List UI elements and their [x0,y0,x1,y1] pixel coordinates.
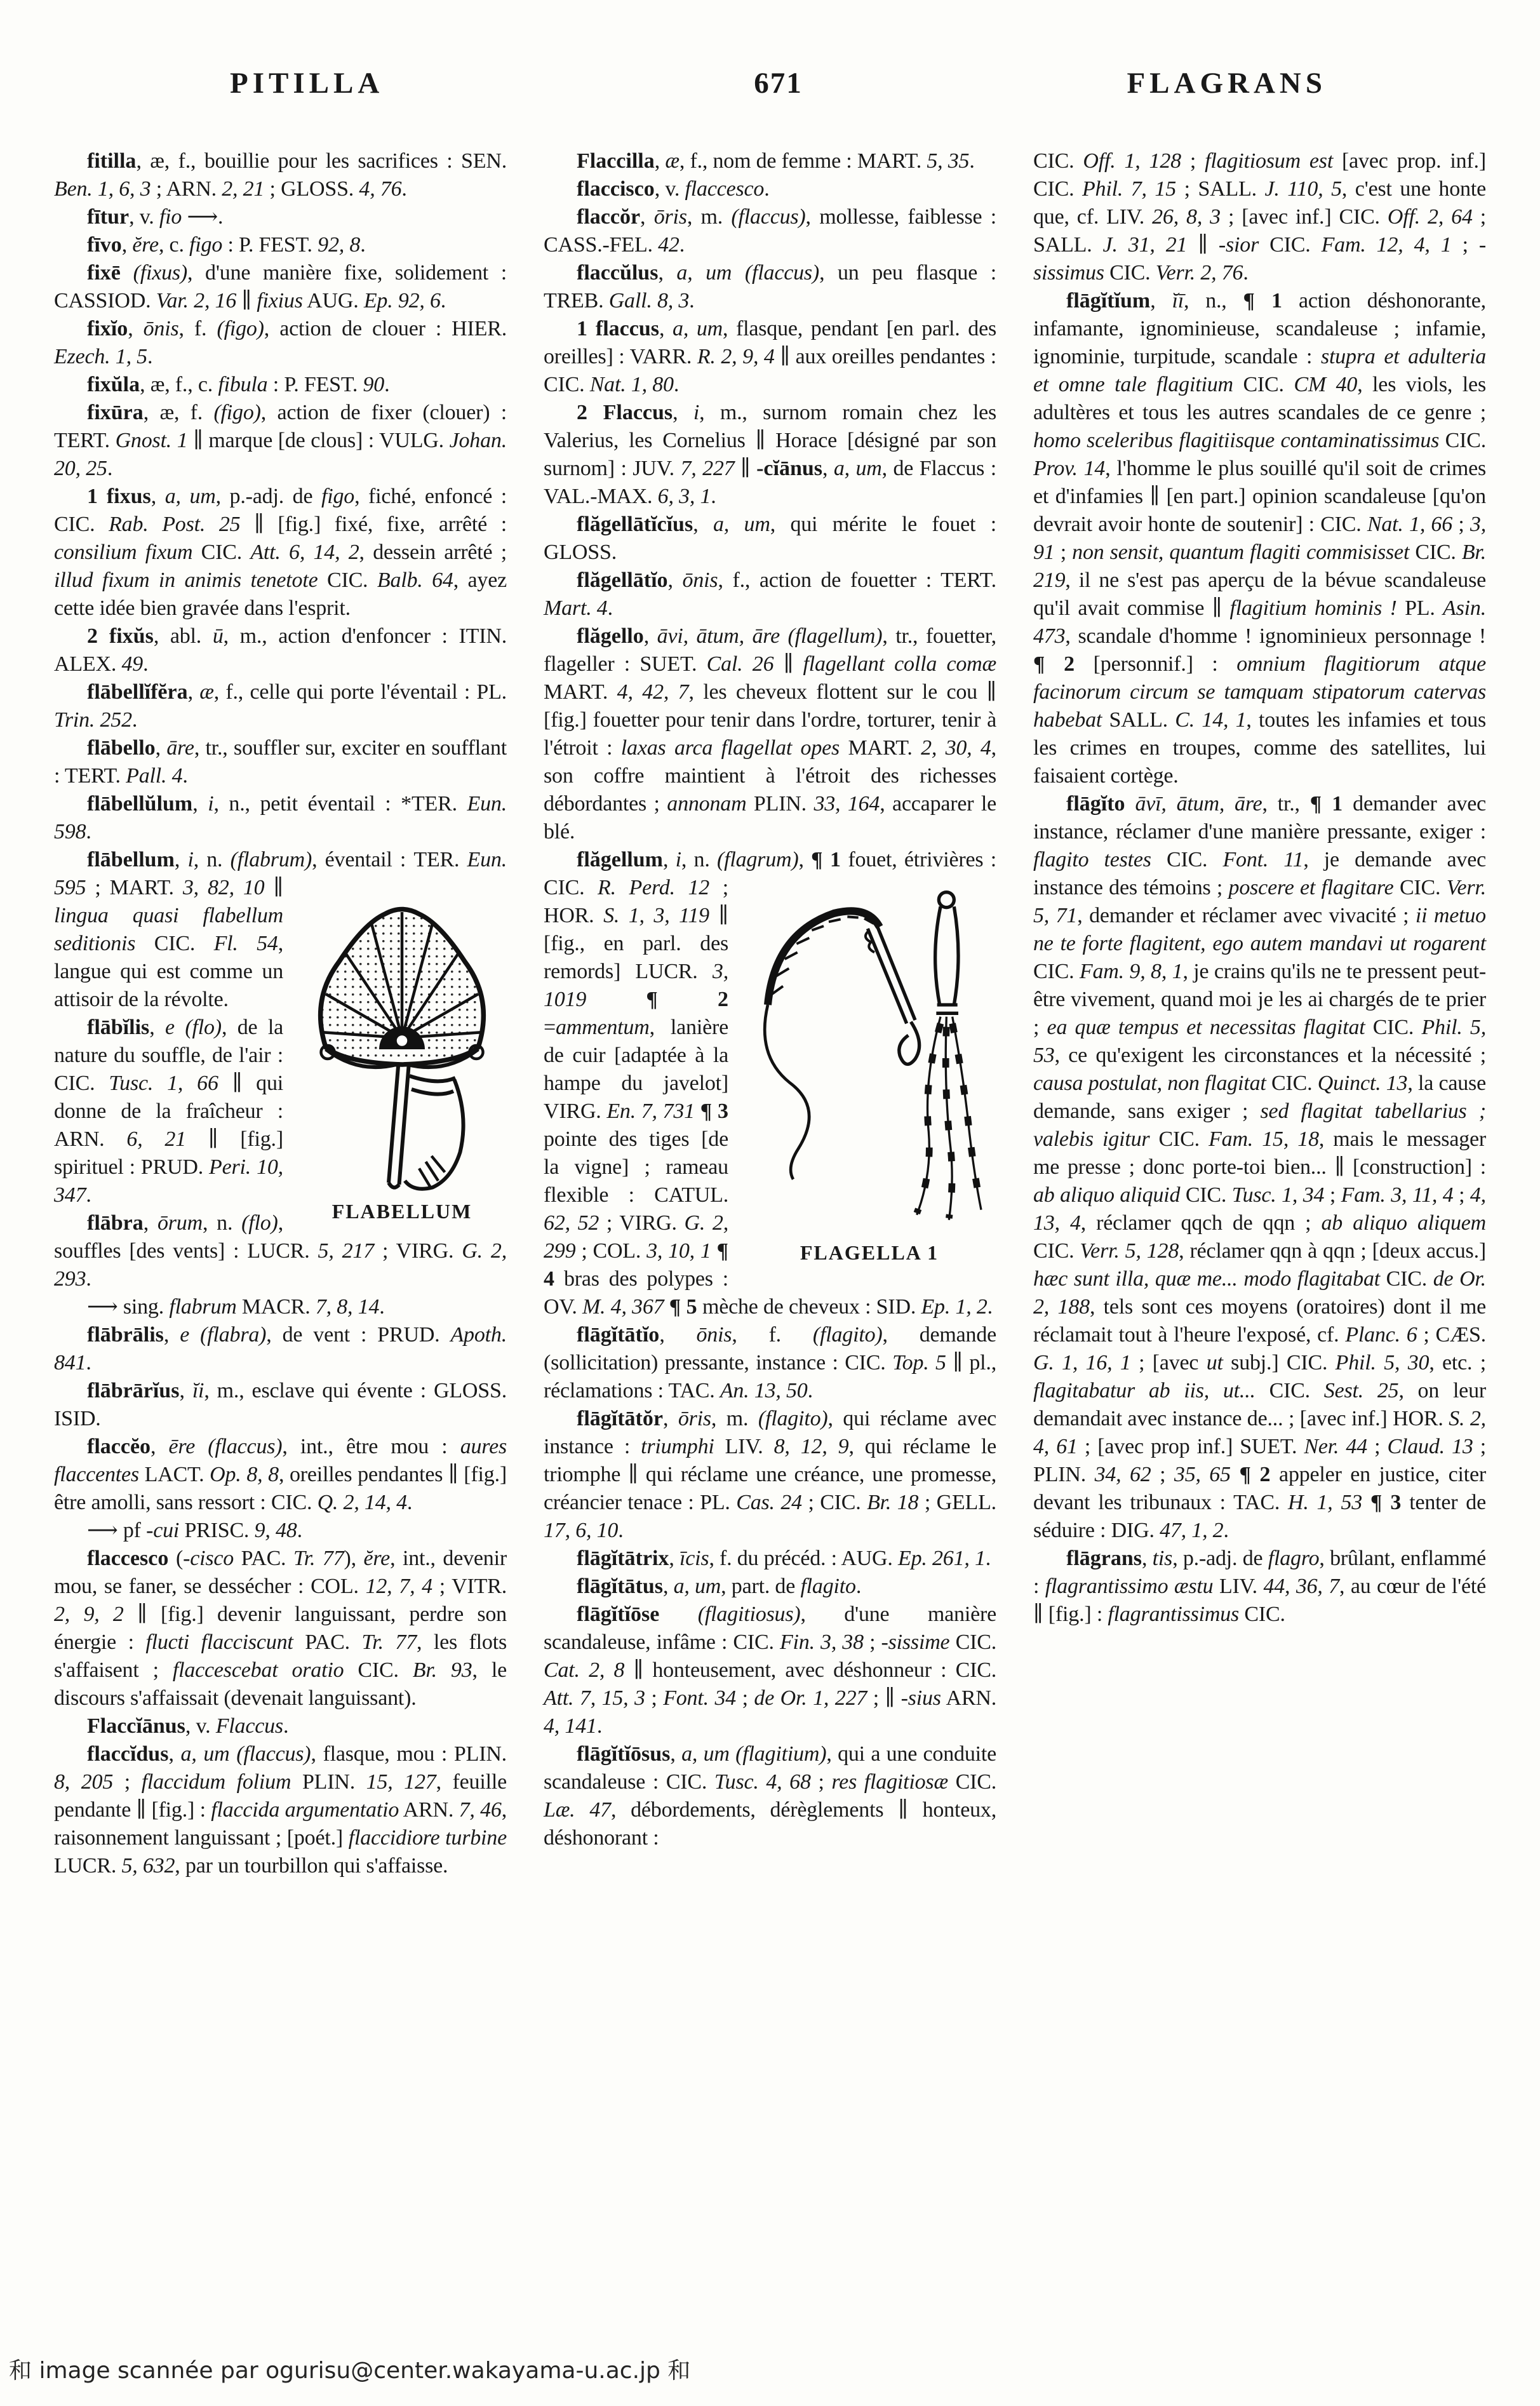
dictionary-entry: flābĭlis, e (flo), de la nature du souffle, de l'air : CIC. Tusc. 1, 66 ∥ qui donne de la fraîcheur : ARN. 6, 21 ∥ [fig.] spirituel : PRUD. Peri. 10, 347. [54,1016,284,1207]
column-1 [54,147,507,1880]
page-number: 671 [754,67,803,100]
running-head-left: PITILLA [230,67,384,100]
dictionary-entry: flāgĭtātŏr, ōris, m. (flagito), qui réclame avec instance : triumphi LIV. 8, 12, 9, qui réclame le triomphe ∥ qui réclame une créance, une promesse, créancier tenace : PL. Cas. 24 ; CIC. Br. 18 ; GELL. 17, 6, 10. [544,1407,996,1542]
flagella-caption: FLAGELLA 1 [800,1241,939,1264]
dictionary-entry: flāgĭtĭum, ĭī, n., ¶ 1 action déshonorante, infamante, ignominieuse, scandaleuse ; infamie, ignominie, turpitude, scandale : stupra et adulteria et omne tale flagitium CIC. CM 40, les viols, les adultères et tous les autres scandales de ce genre ; homo sceleribus flagitiisque contaminatissimus CIC. Prov. 14, l'homme le plus souillé qu'il soit de crimes et d'infamies ∥ [en part.] opinion scandaleuse [qu'on devrait avoir honte de soutenir] : CIC. Nat. 1, 66 ; 3, 91 ; non sensit, quantum flagiti commisisset CIC. Br. 219, il ne s'est pas aperçu de la bévue scandaleuse qu'il avait commise ∥ flagitium hominis ! PL. Asin. 473, scandale d'homme ! ignominieux personnage ! ¶ 2 [personnif.] : omnium flagitiorum atque facinorum circum se tamquam stipatorum catervas habebat SALL. C. 14, 1, toutes les infamies et tous les crimes en troupes, comme des satellites, lui faisaient cortège. [1033,289,1487,788]
page-header [230,66,1327,100]
dictionary-entry: flābra, ōrum, n. (flo), souffles [des vents] : LUCR. 5, 217 ; VIRG. G. 2, 293. [54,1211,507,1291]
dictionary-entry: flāgĭtātus, a, um, part. de flagito. [577,1575,862,1598]
flabellum-figure [297,878,507,1225]
dictionary-entry: fitilla, æ, f., bouillie pour les sacrifices : SEN. Ben. 1, 6, 3 ; ARN. 2, 21 ; GLOSS. 4, 76. [54,149,507,201]
scan-credit: 和 image scannée par ogurisu@center.wakayama-u.ac.jp 和 [9,2358,691,2384]
dictionary-entry: flābrālis, e (flabra), de vent : PRUD. Apoth. 841. [54,1323,507,1374]
scan-footer [9,2353,690,2385]
dictionary-entry: flaccesco (-cisco PAC. Tr. 77), ĕre, int., devenir mou, se faner, se dessécher : COL. 12, 7, 4 ; VITR. 2, 9, 2 ∥ [fig.] devenir languissant, perdre son énergie : flucti flacciscunt PAC. Tr. 77, les flots s'affaisent ; flaccescebat oratio CIC. Br. 93, le discours s'affaissait (devenait languissant). [54,1547,507,1710]
dictionary-entry: flăgellum, i, n. (flagrum), ¶ 1 FLAGELLA 1 fouet, étrivières : CIC. R. Perd. 12 ; HOR. S. 1, 3, 119 ∥ [fig., en parl. des remords] LUCR. 3, 1019 ¶ 2 =ammentum, lanière de cuir [adaptée à la hampe du javelot] VIRG. En. 7, 731 ¶ 3 pointe des tiges [de la vigne] ; rameau flexible : CATUL. 62, 52 ; VIRG. G. 2, 299 ; COL. 3, 10, 1 ¶ 4 bras des polypes : OV. M. 4, 367 ¶ 5 mèche de cheveux : SID. Ep. 1, 2. [544,848,996,1319]
dictionary-entry: flāgĭto āvī, ātum, āre, tr., ¶ 1 demander avec instance, réclamer d'une manière pressante, exiger : flagito testes CIC. Font. 11, je demande avec instance des témoins ; poscere et flagitare CIC. Verr. 5, 71, demander et réclamer avec vivacité ; ii metuo ne te forte flagitent, ego autem mandavi ut rogarent CIC. Fam. 9, 8, 1, je crains qu'ils ne te pressent peut-être vivement, quand moi je les ai chargés de te prier ; ea quæ tempus et necessitas flagitat CIC. Phil. 5, 53, ce qu'exigent les circonstances et la nécessité ; causa postulat, non flagitat CIC. Quinct. 13, la cause demande, sans exiger ; sed flagitat tabellarius ; valebis igitur CIC. Fam. 15, 18, mais le messager me presse ; donc porte-toi bien... ∥ [construction] : ab aliquo aliquid CIC. Tusc. 1, 34 ; Fam. 3, 11, 4 ; 4, 13, 4, réclamer qqch de qqn ; ab aliquo aliquem CIC. Verr. 5, 128, réclamer qqn à qqn ; [deux accus.] hæc sunt illa, quæ me... modo flagitabat CIC. de Or. 2, 188, tels sont ces moyens (oratoires) dont il me réclamait tout à l'heure l'exposé, cf. Planc. 6 ; CÆS. G. 1, 16, 1 ; [avec ut subj.] CIC. Phil. 5, 30, etc. ; flagitabatur ab iis, ut... CIC. Sest. 25, on leur demandait avec instance de... ; [avec inf.] HOR. S. 2, 4, 61 ; [avec prop inf.] SUET. Ner. 44 ; Claud. 13 ; PLIN. 34, 62 ; 35, 65 ¶ 2 appeler en justice, citer devant les tribunaux : TAC. H. 1, 53 ¶ 3 tenter de séduire : DIG. 47, 1, 2. [1033,792,1487,1542]
dictionary-entry: fixūra, æ, f. (figo), action de fixer (clouer) : TERT. Gnost. 1 ∥ marque [de clous] : VULG. Johan. 20, 25. [54,401,507,480]
dictionary-entry: fixē (fixus), d'une manière fixe, solidement : CASSIOD. Var. 2, 16 ∥ fixius AUG. Ep. 92, 6. [54,261,507,313]
dictionary-entry: flāgrans, tis, p.-adj. de flagro, brûlant, enflammé : flagrantissimo æstu LIV. 44, 36, 7, au cœur de l'été ∥ [fig.] : flagrantissimus CIC. [1033,1547,1487,1626]
dictionary-entry: flābellŭlum, i, n., petit éventail : *TER. Eun. 598. [54,792,507,843]
dictionary-entry: ⟶ sing. flabrum MACR. 7, 8, 14. [87,1295,385,1319]
dictionary-entry: flaccĕo, ēre (flaccus), int., être mou : aures flaccentes LACT. Op. 8, 8, oreilles pendantes ∥ [fig.] être amolli, sans ressort : CIC. Q. 2, 14, 4. [54,1435,507,1514]
dictionary-entry: flāgĭtĭōse (flagitiosus), d'une manière scandaleuse, infâme : CIC. Fin. 3, 38 ; -sissime CIC. Cat. 2, 8 ∥ honteusement, avec déshonneur : CIC. Att. 7, 15, 3 ; Font. 34 ; de Or. 1, 227 ; ∥ -sius ARN. 4, 141. [544,1603,996,1738]
dictionary-entry: flaccŏr, ōris, m. (flaccus), mollesse, faiblesse : CASS.-FEL. 42. [544,205,996,257]
dictionary-entry: CIC. Off. 1, 128 ; flagitiosum est [avec prop. inf.] CIC. Phil. 7, 15 ; SALL. J. 110, 5, c'est une honte que, cf. LIV. 26, 8, 3 ; [avec inf.] CIC. Off. 2, 64 ; SALL. J. 31, 21 ∥ -sior CIC. Fam. 12, 4, 1 ; -sissimus CIC. Verr. 2, 76. [1033,149,1487,285]
dictionary-entry: flābellum, i, n. (flabrum), éventail : FLABELLUM TER. Eun. 595 ; MART. 3, 82, 10 ∥ lingua quasi flabellum seditionis CIC. Fl. 54, langue qui est comme un attisoir de la révolte. [54,846,507,1014]
flagella-figure [742,878,996,1267]
dictionary-entry: fīvo, ĕre, c. figo : P. FEST. 92, 8. [87,233,366,257]
dictionary-entry: flāgĭtātĭo, ōnis, f. (flagito), demande (sollicitation) pressante, instance : CIC. Top. 5 ∥ pl., réclamations : TAC. An. 13, 50. [544,1323,997,1402]
dictionary-entry: ⟶ pf -cui PRISC. 9, 48. [87,1519,302,1542]
dictionary-entry: 2 fixŭs, abl. ū, m., action d'enfoncer : ITIN. ALEX. 49. [54,624,507,676]
dictionary-entry: 1 flaccus, a, um, flasque, pendant [en parl. des oreilles] : VARR. R. 2, 9, 4 ∥ aux oreilles pendantes : CIC. Nat. 1, 80. [544,317,997,396]
dictionary-entry: flăgellātĭo, ōnis, f., action de fouetter : TERT. Mart. 4. [544,568,996,620]
text-columns [54,147,1486,1880]
dictionary-entry: 1 fixus, a, um, p.-adj. de figo, fiché, enfoncé : CIC. Rab. Post. 25 ∥ [fig.] fixé, fixe, arrêté : consilium fixum CIC. Att. 6, 14, 2, dessein arrêté ; illud fixum in animis tenetote CIC. Balb. 64, ayez cette idée bien gravée dans l'esprit. [54,485,507,620]
whips-illustration [742,878,996,1233]
dictionary-entry: Flaccilla, æ, f., nom de femme : MART. 5, 35. [577,149,975,173]
dictionary-entry: fixŭla, æ, f., c. fibula : P. FEST. 90. [87,373,390,396]
dictionary-entry: flāgĭtātrix, īcis, f. du précéd. : AUG. Ep. 261, 1. [577,1547,991,1570]
column-2 [544,147,996,1880]
fan-illustration [297,878,507,1192]
dictionary-entry: flăgellātĭcĭus, a, um, qui mérite le fouet : GLOSS. [544,513,996,564]
dictionary-entry: flaccĭdus, a, um (flaccus), flasque, mou : PLIN. 8, 205 ; flaccidum folium PLIN. 15, 127, feuille pendante ∥ [fig.] : flaccida argumentatio ARN. 7, 46, raisonnement languissant ; [poét.] flaccidiore turbine LUCR. 5, 632, par un tourbillon qui s'affaisse. [54,1742,507,1878]
dictionary-entry: flăgello, āvi, ātum, āre (flagellum), tr., fouetter, flageller : SUET. Cal. 26 ∥ flagellant colla comæ MART. 4, 42, 7, les cheveux flottent sur le cou ∥ [fig.] fouetter pour tenir dans l'ordre, torturer, tenir à l'étroit : laxas arca flagellat opes MART. 2, 30, 4, son coffre maintient à l'étroit des richesses débordantes ; annonam PLIN. 33, 164, accaparer le blé. [544,624,997,843]
dictionary-entry: flāgĭtĭōsus, a, um (flagitium), qui a une conduite scandaleuse : CIC. Tusc. 4, 68 ; res flagitiosæ CIC. Læ. 47, débordements, dérèglements ∥ honteux, déshonorant : [544,1742,997,1850]
dictionary-entry: Flaccĭānus, v. Flaccus. [87,1714,289,1738]
dictionary-entry: flaccisco, v. flaccesco. [577,177,770,201]
running-head-right: FLAGRANS [1127,67,1327,100]
dictionary-entry: 2 Flaccus, i, m., surnom romain chez les Valerius, les Cornelius ∥ Horace [désigné par son surnom] : JUV. 7, 227 ∥ -cĭānus, a, um, de Flaccus : VAL.-MAX. 6, 3, 1. [544,401,996,508]
dictionary-entry: fixĭo, ōnis, f. (figo), action de clouer : HIER. Ezech. 1, 5. [54,317,507,368]
dictionary-entry: flābellĭfĕra, æ, f., celle qui porte l'éventail : PL. Trin. 252. [54,680,507,732]
column-3 [1033,147,1486,1880]
dictionary-entry: fītur, v. fio ⟶. [87,205,224,229]
flabellum-caption: FLABELLUM [331,1200,472,1223]
dictionary-entry: flaccŭlus, a, um (flaccus), un peu flasque : TREB. Gall. 8, 3. [544,261,996,313]
dictionary-entry: flābello, āre, tr., souffler sur, exciter en soufflant : TERT. Pall. 4. [54,736,507,788]
dictionary-entry: flābrārĭus, ĭi, m., esclave qui évente : GLOSS. ISID. [54,1379,507,1430]
